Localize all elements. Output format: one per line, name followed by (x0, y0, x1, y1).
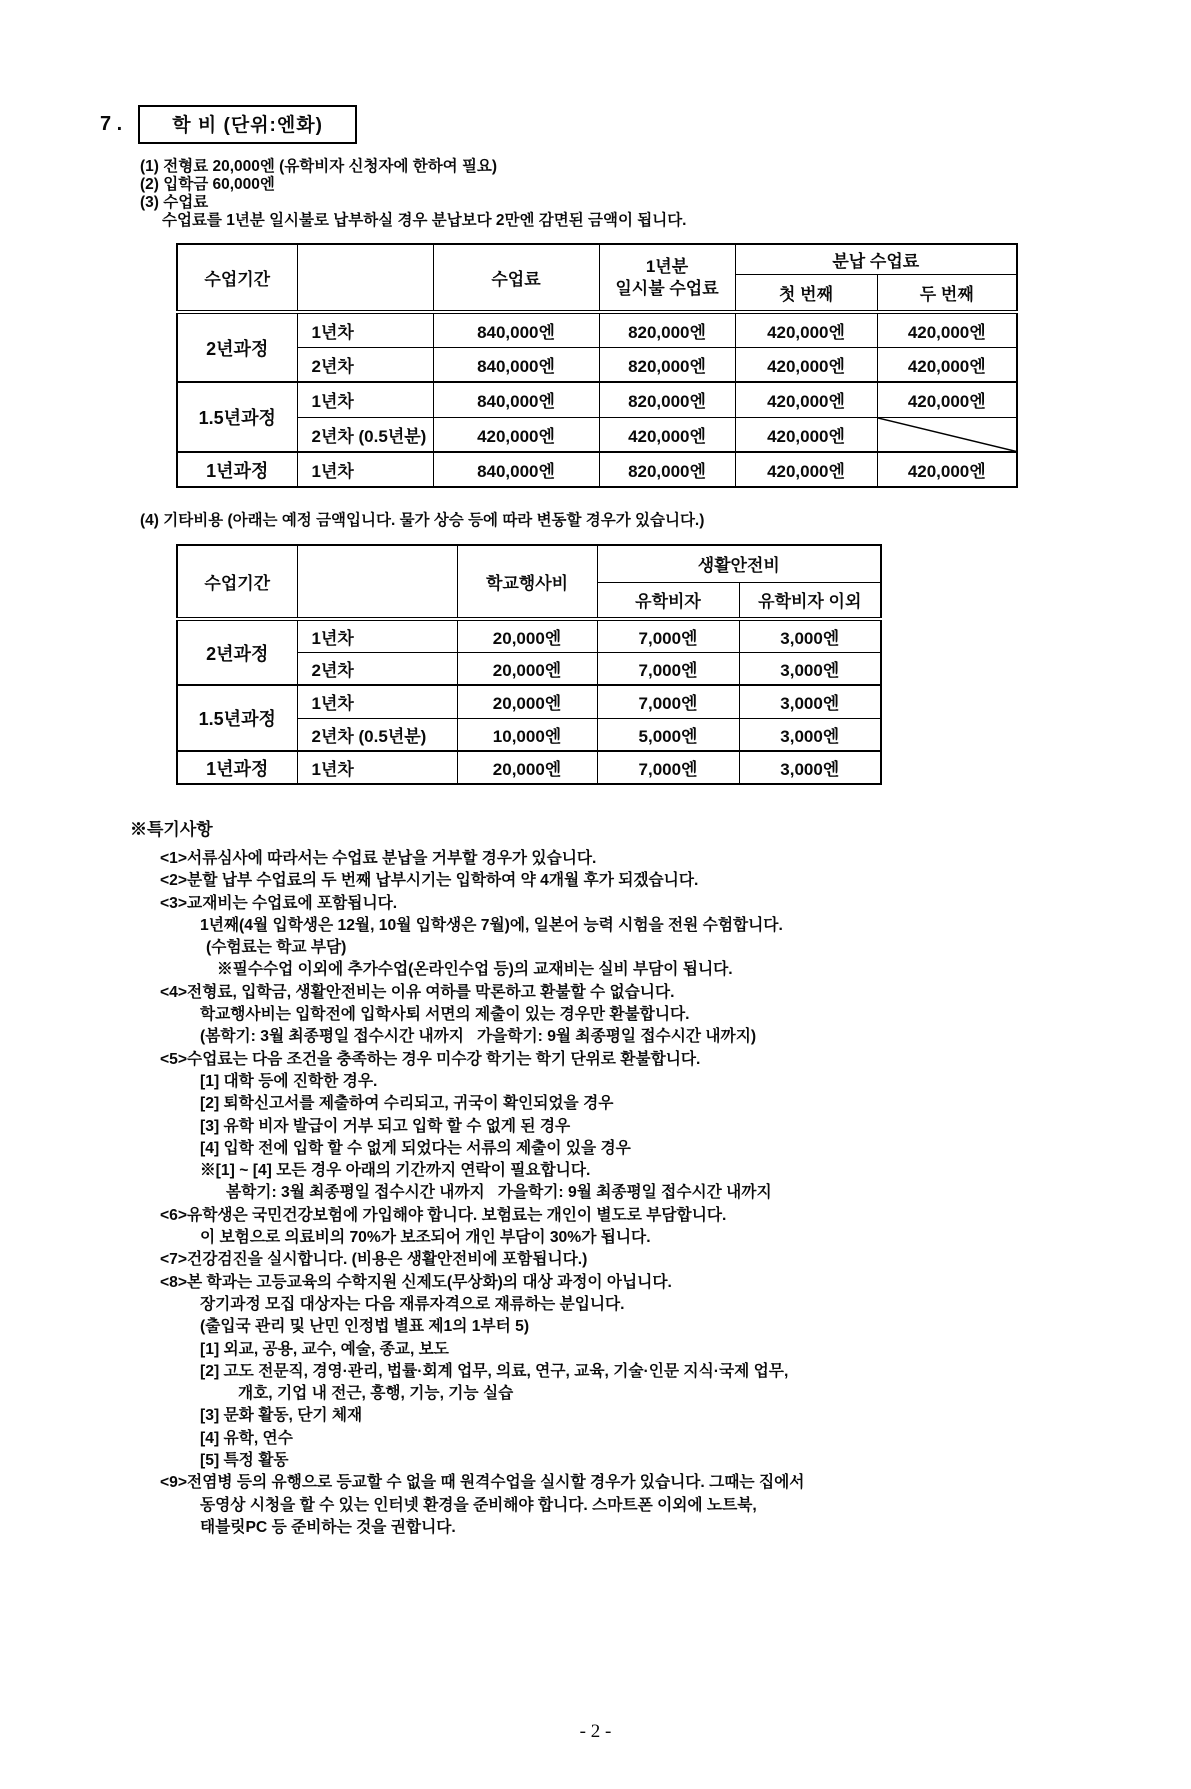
other-costs-header-row (177, 545, 881, 582)
note-line: 개호, 기업 내 전근, 흥행, 기능, 기능 실습 (238, 1385, 514, 1403)
non-visa-fee-cell: 3,000엔 (739, 685, 881, 718)
special-notes-title: ※특기사항 (130, 820, 213, 839)
note-line: <5>수업료는 다음 조건을 충족하는 경우 미수강 학기는 학기 단위로 환불합니다. (160, 1050, 701, 1068)
note-line: 태블릿PC 등 준비하는 것을 권합니다. (200, 1518, 456, 1536)
empty-header-cell (297, 244, 433, 312)
tuition-cell: 840,000엔 (433, 452, 599, 487)
life-safety-fee-header: 생활안전비 (597, 545, 881, 582)
year-cell: 1년차 (297, 382, 433, 417)
note-line: <2>분할 납부 수업료의 두 번째 납부시기는 입학하여 약 4개월 후가 되겠습니다. (160, 872, 699, 890)
fee-intro-list (140, 158, 1191, 230)
lump-sum-header-line1: 1년분 (645, 257, 689, 277)
year-cell: 1년차 (297, 685, 457, 718)
visa-fee-cell: 7,000엔 (597, 652, 739, 685)
event-fee-cell: 20,000엔 (457, 652, 597, 685)
event-fee-cell: 20,000엔 (457, 685, 597, 718)
lump-sum-header-line2: 일시불 수업료 (615, 278, 719, 298)
first-installment-cell: 420,000엔 (735, 312, 877, 347)
fee-item-admission: (2) 입학금 60,000엔 (140, 176, 275, 193)
table-row (177, 452, 1017, 487)
page-title: 학 비 (단위:엔화) (172, 115, 323, 136)
note-line: [5] 특정 활동 (200, 1452, 289, 1470)
course-period-cell: 2년과정 (177, 312, 297, 382)
note-line: [1] 외교, 공용, 교수, 예술, 종교, 보도 (200, 1340, 449, 1358)
first-installment-cell: 420,000엔 (735, 347, 877, 382)
period-header: 수업기간 (177, 244, 297, 312)
note-line: 이 보험으로 의료비의 70%가 보조되어 개인 부담이 30%가 됩니다. (200, 1229, 651, 1247)
fee-item-tuition: (3) 수업료 (140, 194, 209, 211)
non-visa-fee-cell: 3,000엔 (739, 619, 881, 652)
fee-item-screening: (1) 전형료 20,000엔 (유학비자 신청자에 한하여 필요) (140, 158, 498, 175)
note-line: <4>전형료, 입학금, 생활안전비는 이유 여하를 막론하고 환불할 수 없습니다. (160, 983, 675, 1001)
note-line: (출입국 관리 및 난민 인정법 별표 제1의 1부터 5) (200, 1318, 530, 1336)
non-visa-fee-cell: 3,000엔 (739, 718, 881, 751)
study-visa-header: 유학비자 (597, 582, 739, 619)
course-period-cell: 1년과정 (177, 751, 297, 784)
note-line: 동영상 시청을 할 수 있는 인터넷 환경을 준비해야 합니다. 스마트폰 이외에 노트북, (200, 1496, 757, 1514)
diagonal-line-icon (878, 418, 1017, 452)
course-period-cell: 2년과정 (177, 619, 297, 685)
tuition-table (176, 243, 1018, 488)
note-line: [2] 고도 전문직, 경영·관리, 법률·회계 업무, 의료, 연구, 교육, 기술·인문 지식·국제 업무, (200, 1362, 789, 1380)
school-event-fee-header: 학교행사비 (457, 545, 597, 619)
table-row (177, 751, 881, 784)
tuition-cell: 840,000엔 (433, 347, 599, 382)
second-installment-cell: 420,000엔 (877, 382, 1017, 417)
course-period-cell: 1년과정 (177, 452, 297, 487)
other-costs-label: (4) 기타비용 (아래는 예정 금액입니다. 물가 상승 등에 따라 변동할 경우가 있습니다.) (140, 512, 705, 529)
year-cell: 2년차 (0.5년분) (297, 718, 457, 751)
year-cell: 1년차 (297, 751, 457, 784)
note-line: (봄학기: 3월 최종평일 접수시간 내까지 가을학기: 9월 최종평일 접수시간 내까지) (200, 1028, 757, 1046)
empty-header-cell (297, 545, 457, 619)
first-installment-cell: 420,000엔 (735, 452, 877, 487)
section-number: 7 . (100, 113, 123, 135)
table-row (177, 619, 881, 652)
table-row (177, 347, 1017, 382)
section-title-box (138, 105, 357, 144)
tuition-header: 수업료 (433, 244, 599, 312)
second-installment-header: 두 번째 (877, 274, 1017, 312)
year-cell: 2년차 (297, 347, 433, 382)
note-line: (수험료는 학교 부담) (206, 939, 347, 957)
table-row (177, 312, 1017, 347)
non-visa-fee-cell: 3,000엔 (739, 751, 881, 784)
lump-sum-header (599, 244, 735, 312)
year-cell: 1년차 (297, 619, 457, 652)
note-line: 봄학기: 3월 최종평일 접수시간 내까지 가을학기: 9월 최종평일 접수시간 내까지 (226, 1184, 772, 1202)
year-cell: 2년차 (0.5년분) (297, 417, 433, 452)
special-notes-list (160, 848, 1191, 1539)
tuition-cell: 840,000엔 (433, 312, 599, 347)
event-fee-cell: 20,000엔 (457, 619, 597, 652)
tuition-table-header-row (177, 244, 1017, 274)
note-line: [4] 유학, 연수 (200, 1429, 293, 1447)
note-line: ※[1] ~ [4] 모든 경우 아래의 기간까지 연락이 필요합니다. (200, 1162, 591, 1180)
table-row (177, 382, 1017, 417)
first-installment-cell: 420,000엔 (735, 417, 877, 452)
year-cell: 1년차 (297, 452, 433, 487)
non-study-visa-header: 유학비자 이외 (739, 582, 881, 619)
document-page (0, 105, 1191, 1789)
lump-sum-cell: 820,000엔 (599, 452, 735, 487)
visa-fee-cell: 7,000엔 (597, 619, 739, 652)
note-line: 장기과정 모집 대상자는 다음 재류자격으로 재류하는 분입니다. (200, 1295, 625, 1313)
non-visa-fee-cell: 3,000엔 (739, 652, 881, 685)
installment-header: 분납 수업료 (735, 244, 1017, 274)
note-line: [4] 입학 전에 입학 할 수 없게 되었다는 서류의 제출이 있을 경우 (200, 1139, 631, 1157)
course-period-cell: 1.5년과정 (177, 685, 297, 751)
note-line: <7>건강검진을 실시합니다. (비용은 생활안전비에 포함됩니다.) (160, 1251, 588, 1269)
section-header (100, 105, 1191, 144)
lump-sum-cell: 820,000엔 (599, 347, 735, 382)
lump-sum-cell: 820,000엔 (599, 312, 735, 347)
table-row (177, 685, 881, 718)
note-line: [3] 유학 비자 발급이 거부 되고 입학 할 수 없게 된 경우 (200, 1117, 571, 1135)
year-cell: 1년차 (297, 312, 433, 347)
note-line: 1년째(4월 입학생은 12월, 10월 입학생은 7월)에, 일본어 능력 시험을 전원 수험합니다. (200, 916, 783, 934)
course-period-cell: 1.5년과정 (177, 382, 297, 452)
note-line: <8>본 학과는 고등교육의 수학지원 신제도(무상화)의 대상 과정이 아닙니다. (160, 1273, 672, 1291)
event-fee-cell: 10,000엔 (457, 718, 597, 751)
visa-fee-cell: 7,000엔 (597, 751, 739, 784)
first-installment-header: 첫 번째 (735, 274, 877, 312)
tuition-cell: 420,000엔 (433, 417, 599, 452)
tuition-discount-note: 수업료를 1년분 일시불로 납부하실 경우 분납보다 2만엔 감면된 금액이 됩니다. (162, 212, 687, 229)
page-number: - 2 - (579, 1721, 612, 1742)
event-fee-cell: 20,000엔 (457, 751, 597, 784)
visa-fee-cell: 5,000엔 (597, 718, 739, 751)
lump-sum-cell: 820,000엔 (599, 382, 735, 417)
table-row (177, 417, 1017, 452)
first-installment-cell: 420,000엔 (735, 382, 877, 417)
note-line: [1] 대학 등에 진학한 경우. (200, 1072, 378, 1090)
note-line: [2] 퇴학신고서를 제출하여 수리되고, 귀국이 확인되었을 경우 (200, 1095, 614, 1113)
year-cell: 2년차 (297, 652, 457, 685)
note-line: 학교행사비는 입학전에 입학사퇴 서면의 제출이 있는 경우만 환불합니다. (200, 1006, 690, 1024)
second-installment-cell: 420,000엔 (877, 312, 1017, 347)
not-applicable-cell (877, 417, 1017, 452)
second-installment-cell: 420,000엔 (877, 347, 1017, 382)
note-line: <3>교재비는 수업료에 포함됩니다. (160, 894, 398, 912)
note-line: <9>전염병 등의 유행으로 등교할 수 없을 때 원격수업을 실시할 경우가 있습니다. 그때는 집에서 (160, 1474, 805, 1492)
visa-fee-cell: 7,000엔 (597, 685, 739, 718)
other-costs-table (176, 544, 882, 785)
note-line: ※필수수업 이외에 추가수업(온라인수업 등)의 교재비는 실비 부담이 됩니다. (217, 961, 733, 979)
lump-sum-cell: 420,000엔 (599, 417, 735, 452)
note-line: <6>유학생은 국민건강보험에 가입해야 합니다. 보험료는 개인이 별도로 부담합니다. (160, 1206, 727, 1224)
note-line: <1>서류심사에 따라서는 수업료 분납을 거부할 경우가 있습니다. (160, 850, 597, 867)
period-header: 수업기간 (177, 545, 297, 619)
tuition-cell: 840,000엔 (433, 382, 599, 417)
second-installment-cell: 420,000엔 (877, 452, 1017, 487)
note-line: [3] 문화 활동, 단기 체재 (200, 1407, 363, 1425)
